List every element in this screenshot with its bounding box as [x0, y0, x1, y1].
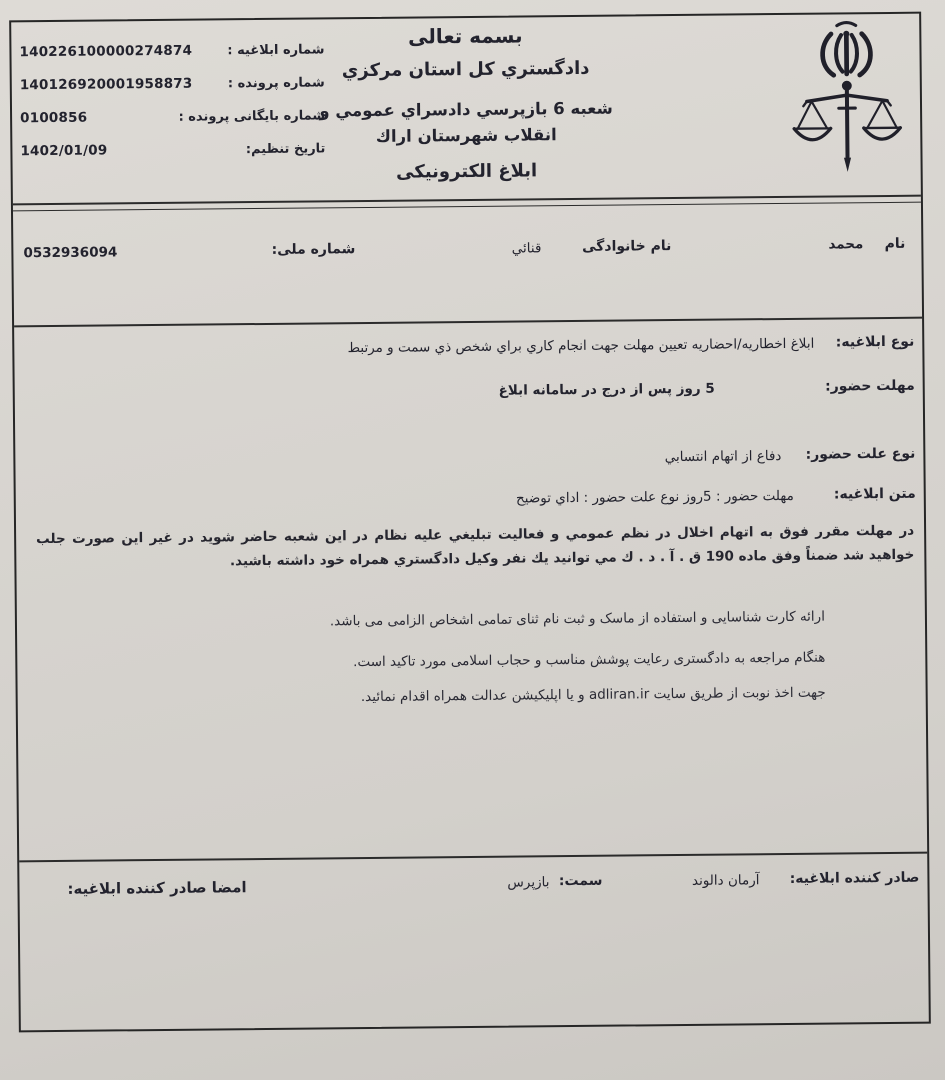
first-name-label: نام — [884, 235, 906, 253]
date-value: 1402/01/09 — [20, 142, 108, 160]
branch-line-1: شعبه 6 بازپرسي دادسراي عمومي و — [319, 98, 613, 121]
iran-judiciary-scales-emblem — [785, 18, 907, 177]
family-name-value: قنائي — [511, 240, 542, 257]
national-id-value: 0532936094 — [23, 244, 118, 262]
note-id-card: ارائه کارت شناسایی و استفاده از ماسک و ثبت نام ثنای تمامی اشخاص الزامی می باشد. — [329, 608, 826, 630]
bismillah-text: بسمه تعالی — [408, 23, 523, 49]
issuer-name: آرمان دالوند — [691, 872, 760, 889]
national-id-label: شماره ملی: — [271, 241, 356, 258]
issuer-label: صادر کننده ابلاغیه: — [789, 869, 920, 887]
header-center — [235, 22, 696, 185]
footer-separator-line — [19, 852, 927, 863]
note-dress-code: هنگام مراجعه به دادگستری رعایت پوشش مناسب و حجاب اسلامی مورد تاکید است. — [353, 649, 826, 671]
branch-line-2: انقلاب شهرستان اراك — [375, 124, 557, 146]
notice-number-value: 140226100000274874 — [19, 42, 193, 61]
date-label: تاریخ تنظیم: — [245, 141, 326, 158]
attendance-reason-value: دفاع از اتهام انتسابي — [664, 448, 782, 466]
case-number-value: 140126920001958873 — [19, 75, 193, 94]
notice-number-label: شماره ابلاغیه : — [227, 42, 325, 59]
family-name-label: نام خانوادگی — [581, 238, 672, 255]
note-appointment-site: جهت اخذ نوبت از طریق سایت adliran.ir و یا اپلیکیشن عدالت همراه اقدام نمائید. — [360, 684, 826, 706]
deadline-value: 5 روز پس از درج در سامانه ابلاغ — [498, 380, 715, 399]
deadline-label: مهلت حضور: — [824, 377, 915, 395]
attendance-reason-label: نوع علت حضور: — [805, 445, 916, 463]
archive-number-value: 0100856 — [20, 109, 88, 127]
case-number-label: شماره پرونده : — [227, 75, 325, 92]
document-title: ابلاغ الکترونیکی — [395, 160, 538, 183]
position-value: بازپرس — [507, 874, 550, 891]
notice-body-value: مهلت حضور : 5روز نوع علت حضور : اداي توضیح — [515, 487, 794, 507]
first-name-value: محمد — [828, 236, 864, 253]
signature-label: امضا صادر کننده ابلاغیه: — [67, 878, 247, 898]
section-separator-line — [14, 317, 922, 328]
notice-type-label: نوع ابلاغیه: — [835, 333, 915, 351]
document-frame — [9, 12, 931, 1033]
notice-paragraph: در مهلت مقرر فوق به اتهام اخلال در نظم عمومي و فعالیت تبلیغي علیه نظام در این شعبه حاضر شوید در غیر این صورت جلب خواهید شد ضمناً وفق ماده 190 ق . آ . د . ك مي توانید یك نفر وکیل دادگستري همراه خود داشته باشید. — [36, 522, 915, 570]
notice-body-label: متن ابلاغیه: — [833, 485, 916, 503]
archive-number-label: شماره بایگانی پرونده : — [178, 108, 326, 125]
notice-type-value: ابلاغ اخطاریه/احضاریه تعیین مهلت جهت انجام کاري براي شخص ذي سمت و مرتبط — [347, 335, 815, 357]
org-title: دادگستري کل استان مرکزي — [341, 57, 590, 82]
position-label: سمت: — [558, 872, 603, 890]
